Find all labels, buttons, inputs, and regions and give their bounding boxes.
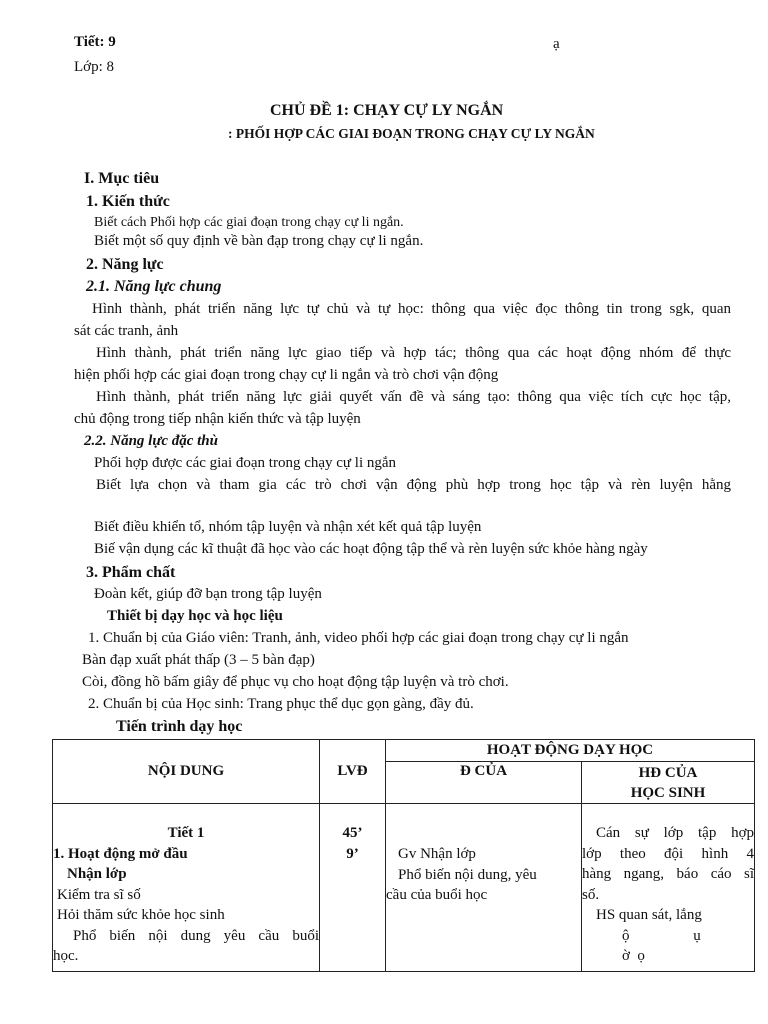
knowledge-line: Biết cách Phối hợp các giai đoạn trong chạy cự li ngắn. (94, 215, 404, 230)
stray-mark: ạ (553, 36, 560, 52)
equipment-line: Bàn đạp xuất phát thấp (3 – 5 bàn đạp) (82, 652, 315, 668)
equipment-line: 2. Chuẩn bị của Học sinh: Trang phục thể dục gọn gàng, đầy đủ. (88, 696, 474, 712)
specific-line: Biế vận dụng các kĩ thuật đã học vào các hoạt động tập thể và rèn luyện sức khỏe hàng ngày (94, 541, 648, 557)
content-item: Hỏi thăm sức khỏe học sinh (57, 907, 225, 923)
header-teacher (386, 762, 582, 804)
class-label: Lớp: 8 (74, 59, 115, 75)
activity-title: 1. Hoạt động mở đầu (53, 845, 188, 862)
lvd-part: 9’ (346, 845, 359, 862)
specific-competence-heading: 2.2. Năng lực đặc thù (84, 433, 218, 449)
lesson-table (52, 739, 755, 972)
student-line: HS quan sát, lắng (596, 907, 702, 923)
page-subtitle: : PHỐI HỢP CÁC GIAI ĐOẠN TRONG CHẠY CỰ LY NGẮN (228, 126, 595, 141)
student-cell (582, 804, 755, 972)
specific-line: Phối hợp được các giai đoạn trong chạy cự li ngắn (94, 455, 397, 471)
teacher-line: Gv Nhận lớp (398, 846, 476, 862)
header-teacher-label: Đ CỦA (459, 763, 508, 779)
qualities-heading: 3. Phẩm chất (86, 564, 176, 581)
header-content-label: NỘI DUNG (147, 763, 225, 779)
teacher-line: Phổ biến nội dung, yêu (398, 866, 537, 883)
general-competence-heading: 2.1. Năng lực chung (86, 278, 222, 295)
general-line: hiện phối hợp các giai đoạn trong chạy cự li ngắn và trò chơi vận động (74, 367, 499, 383)
student-line: số. (582, 886, 600, 903)
header-student (582, 762, 755, 804)
teacher-cell (386, 804, 582, 972)
equipment-line: 1. Chuẩn bị của Giáo viên: Tranh, ảnh, video phối hợp các giai đoạn trong chạy cự li ngắn (88, 630, 629, 646)
process-heading: Tiến trình dạy học (116, 718, 243, 735)
general-line: chủ động trong tiếp nhận kiến thức và tập luyện (74, 411, 361, 427)
specific-line: Biết điều khiển tổ, nhóm tập luyện và nhận xét kết quả tập luyện (94, 519, 482, 535)
knowledge-heading: 1. Kiến thức (86, 193, 170, 210)
student-line: lớp theo đội hình 4 (582, 845, 755, 862)
qualities-line: Đoàn kết, giúp đỡ bạn trong tập luyện (94, 586, 322, 602)
knowledge-line: Biết một số quy định về bàn đạp trong chạy cự li ngắn. (94, 233, 424, 249)
teacher-line: cầu của buổi học (386, 887, 488, 903)
general-line: Hình thành, phát triển năng lực giải quyết vấn đề và sáng tạo: thông qua việc tích cực học tập, (96, 389, 731, 405)
general-line: sát các tranh, ảnh (74, 323, 179, 339)
lvd-total: 45’ (342, 825, 363, 841)
lesson-number: Tiết: 9 (74, 34, 116, 50)
student-line: ộ ụ (622, 927, 701, 944)
content-item: Phổ biến nội dung yêu cầu buổi (73, 927, 319, 944)
header-lvd-label: LVĐ (337, 763, 368, 779)
content-item: Kiểm tra sĩ số (57, 886, 141, 903)
lvd-cell (320, 804, 386, 972)
header-activity-group-label: HOẠT ĐỘNG DẠY HỌC (486, 742, 654, 758)
objectives-heading: I. Mục tiêu (84, 170, 160, 187)
header-activity-group (386, 740, 755, 762)
specific-line: Biết lựa chọn và tham gia các trò chơi vận động phù hợp trong học tập và rèn luyện hằng (96, 477, 731, 493)
content-cell (53, 804, 320, 972)
equipment-line: Còi, đồng hồ bấm giây để phục vụ cho hoạt động tập luyện và trò chơi. (82, 674, 509, 690)
student-line: hàng ngang, báo cáo sĩ (582, 866, 755, 882)
competence-heading: 2. Năng lực (86, 256, 164, 273)
equipment-heading: Thiết bị dạy học và học liệu (107, 608, 283, 624)
header-lvd (320, 740, 386, 804)
header-student-label-2: HỌC SINH (630, 785, 706, 801)
student-line: ờ ọ (622, 948, 645, 964)
page-title: CHỦ ĐỀ 1: CHẠY CỰ LY NGẮN (270, 102, 504, 119)
general-line: Hình thành, phát triển năng lực giao tiếp và hợp tác; thông qua các hoạt động nhóm để thực (96, 345, 731, 361)
header-content (53, 740, 320, 804)
activity-sub: Nhận lớp (67, 866, 127, 882)
student-line: Cán sự lớp tập hợp (596, 825, 755, 841)
header-student-label-1: HĐ CỦA (638, 765, 698, 781)
content-item: học. (53, 948, 79, 964)
general-line: Hình thành, phát triển năng lực tự chủ và tự học: thông qua việc đọc thông tin trong sgk, quan (92, 301, 731, 317)
period-label: Tiết 1 (167, 825, 205, 841)
